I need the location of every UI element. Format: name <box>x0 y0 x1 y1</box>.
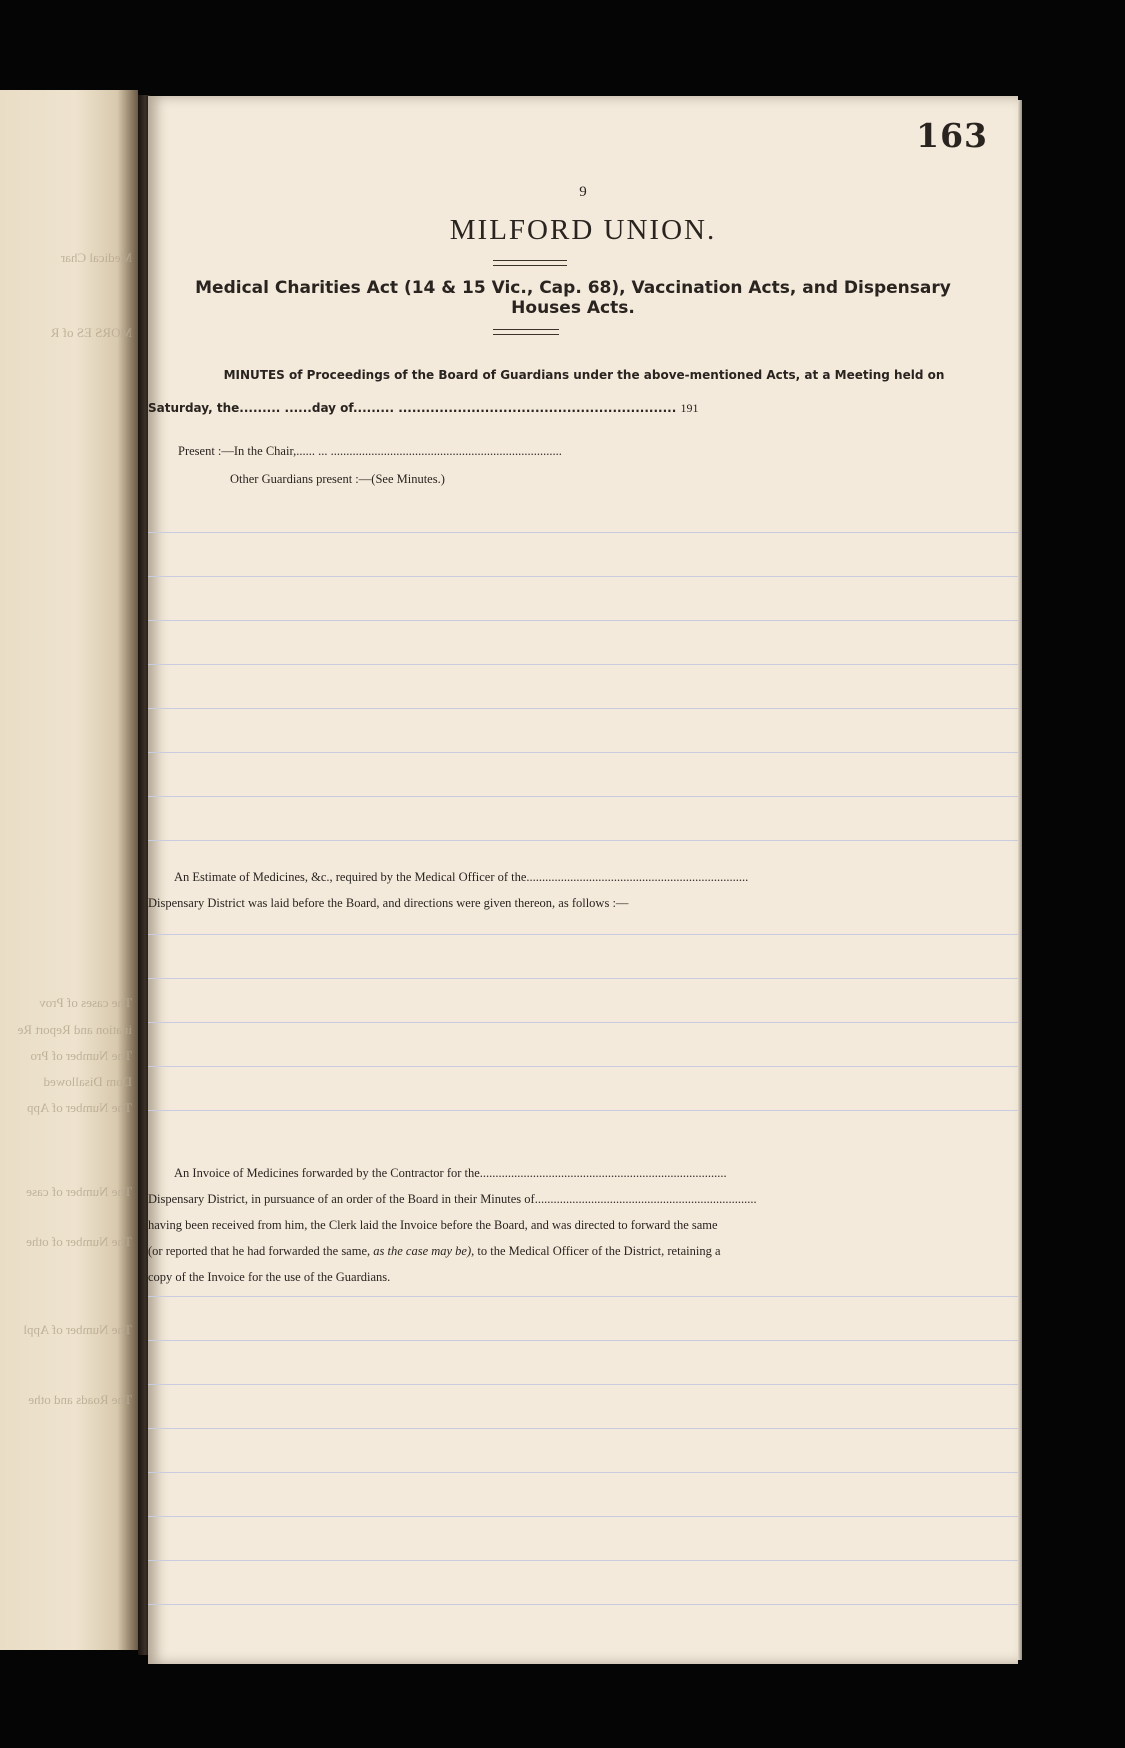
ruled-line <box>148 1066 1018 1067</box>
ruled-line <box>148 664 1018 665</box>
ruled-line <box>148 796 1018 797</box>
invoice-text: (or reported that he had forwarded the same, <box>148 1244 374 1258</box>
act-heading-line1: Medical Charities Act (14 & 15 Vic., Cap. 68), Vaccination Acts, and Dispensary <box>195 278 951 298</box>
invoice-line: copy of the Invoice for the use of the Guardians. <box>148 1270 391 1284</box>
ruled-line <box>148 532 1018 533</box>
bleed-text: The Roads and othe <box>28 1392 132 1407</box>
invoice-line <box>148 1238 978 1264</box>
bleed-text: The cases of Prov <box>39 995 132 1010</box>
meeting-date-line <box>148 401 698 416</box>
ruled-line <box>148 1516 1018 1517</box>
ruled-line <box>148 752 1018 753</box>
ruled-line <box>148 1340 1018 1341</box>
heading-divider <box>493 329 559 335</box>
ruled-line <box>148 1384 1018 1385</box>
bleed-text: MORS ES of R <box>50 325 132 340</box>
ruled-line <box>148 1472 1018 1473</box>
ruled-line <box>148 1428 1018 1429</box>
bleed-text: Dom Disallowed <box>43 1074 132 1089</box>
estimate-line: Dispensary District was laid before the Board, and directions were given thereon, as follows :— <box>148 896 629 910</box>
ruled-line <box>148 840 1018 841</box>
ruled-line <box>148 708 1018 709</box>
ruled-line <box>148 1560 1018 1561</box>
ruled-line <box>148 1022 1018 1023</box>
estimate-paragraph <box>148 864 978 916</box>
bleed-text: Medical Char <box>60 250 132 265</box>
page-title: MILFORD UNION. <box>449 214 717 246</box>
bleed-text: The Number of othe <box>26 1234 132 1249</box>
ruled-line <box>148 1296 1018 1297</box>
invoice-line: An Invoice of Medicines forwarded by the Contractor for the............................................................................... <box>174 1166 727 1180</box>
present-line: Present :—In the Chair,...... ... .......................................................................... <box>178 444 562 458</box>
ruled-line <box>148 576 1018 577</box>
act-heading <box>148 278 998 318</box>
estimate-line: An Estimate of Medicines, &c., required by the Medical Officer of the....................................................................... <box>174 870 749 884</box>
meeting-date-text: Saturday, the......... ......day of......... ............................................................. <box>148 401 677 415</box>
bleed-text: The Number of Appl <box>23 1322 132 1337</box>
invoice-italic-text: as the case may be), <box>373 1244 475 1258</box>
bleed-text: The Number of Pro <box>30 1048 132 1063</box>
other-guardians-line: Other Guardians present :—(See Minutes.) <box>230 472 445 486</box>
ruled-line <box>148 978 1018 979</box>
invoice-line: Dispensary District, in pursuance of an order of the Board in their Minutes of....................................................................... <box>148 1192 757 1206</box>
bleed-text: The Number of case <box>26 1184 132 1199</box>
left-page <box>0 90 138 1650</box>
bleed-text: The Number of App <box>26 1100 132 1115</box>
ruled-line <box>148 1604 1018 1605</box>
page-number: 163 <box>916 116 988 155</box>
sheet-number: 9 <box>579 184 587 200</box>
invoice-line: having been received from him, the Clerk laid the Invoice before the Board, and was directed to forward the same <box>148 1218 718 1232</box>
meeting-year: 191 <box>680 401 699 415</box>
bleed-text: ination and Report Re <box>17 1022 132 1037</box>
ruled-line <box>148 934 1018 935</box>
minutes-heading: MINUTES of Proceedings of the Board of Guardians under the above-mentioned Acts, at a Meeting held on <box>223 368 945 382</box>
ledger-page <box>148 96 1018 1664</box>
title-divider <box>493 260 567 266</box>
ruled-line <box>148 1110 1018 1111</box>
invoice-paragraph <box>148 1160 978 1290</box>
invoice-text: to the Medical Officer of the District, retaining a <box>474 1244 721 1258</box>
ruled-line <box>148 620 1018 621</box>
act-heading-line2: Houses Acts. <box>511 298 635 318</box>
